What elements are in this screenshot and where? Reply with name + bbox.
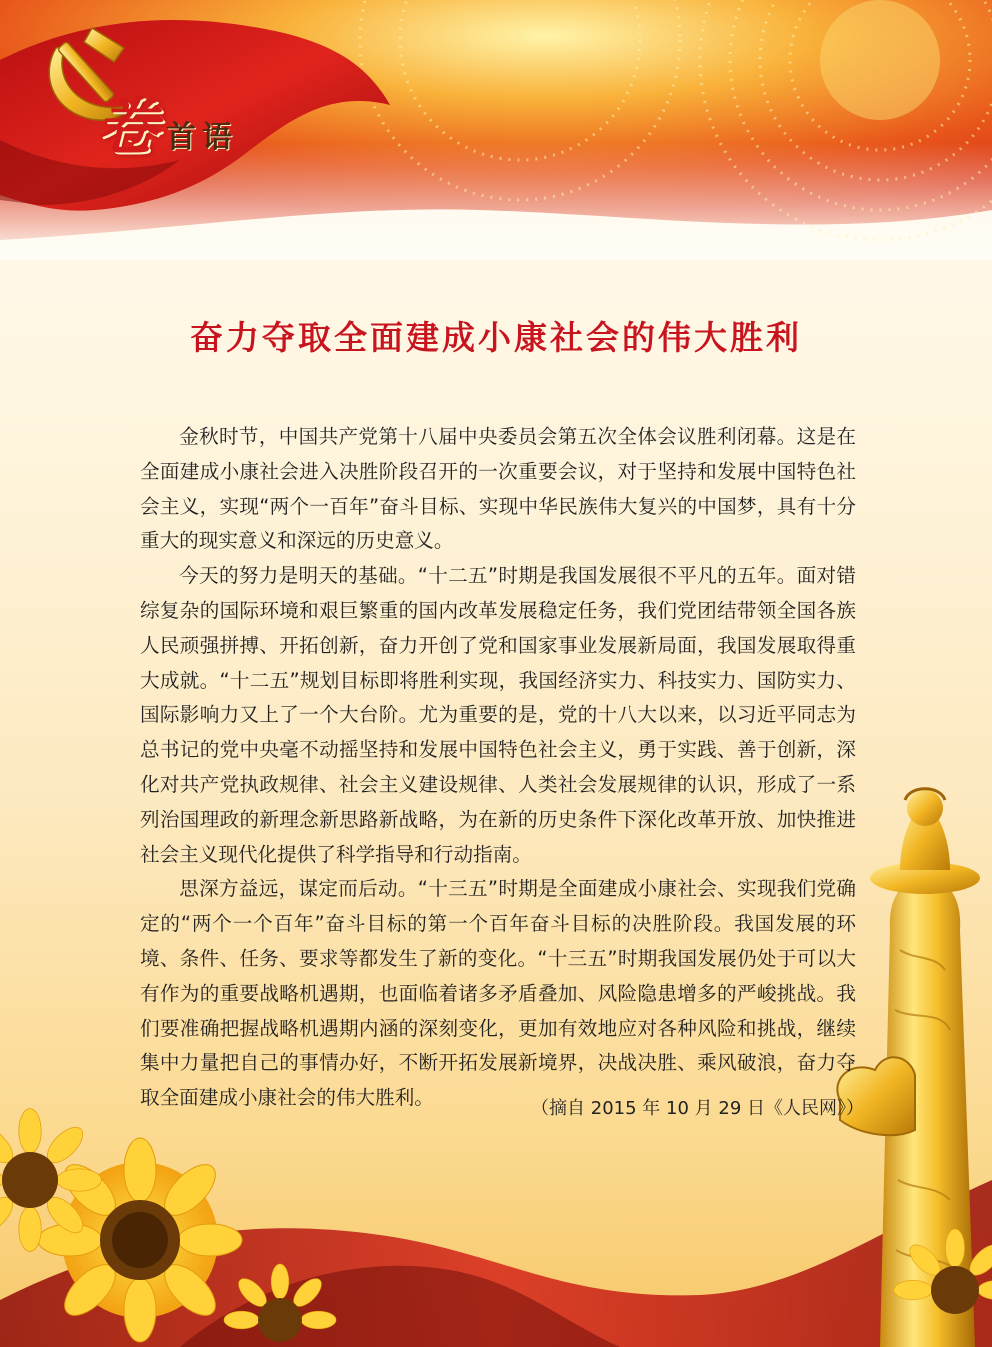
article-title: 奋力夺取全面建成小康社会的伟大胜利 bbox=[190, 318, 802, 357]
article-paragraph: 金秋时节，中国共产党第十八届中央委员会第五次全体会议胜利闭幕。这是在全面建成小康社会进入决胜阶段召开的一次重要会议，对于坚持和发展中国特色社会主义，实现“两个一百年”奋斗目标、实现中华民族伟大复兴的中国梦，具有十分重大的现实意义和深远的历史意义。 bbox=[140, 425, 856, 553]
article-source: （摘自 2015 年 10 月 29 日《人民网》） bbox=[531, 1098, 864, 1119]
article-paragraph: 思深方益远，谋定而后动。“十三五”时期是全面建成小康社会、实现我们党确定的“两个一个百年”奋斗目标的第一个百年奋斗目标的决胜阶段。我国发展的环境、条件、任务、要求等都发生了新的变化。“十三五”时期我国发展仍处于可以大有作为的重要战略机遇期，也面临着诸多矛盾叠加、风险隐患增多的严峻挑战。我们要准确把握战略机遇期内涵的深刻变化，更加有效地应对各种风险和挑战，继续集中力量把自己的事情办好，不断开拓发展新境界，决战决胜、乘风破浪，奋力夺取全面建成小康社会的伟大胜利。 bbox=[140, 877, 856, 1110]
article-paragraph: 今天的努力是明天的基础。“十二五”时期是我国发展很不平凡的五年。面对错综复杂的国际环境和艰巨繁重的国内改革发展稳定任务，我们党团结带领全国各族人民顽强拼搏、开拓创新，奋力开创了党和国家事业发展新局面，我国发展取得重大成就。“十二五”规划目标即将胜利实现，我国经济实力、科技实力、国防实力、国际影响力又上了一个大台阶。尤为重要的是，党的十八大以来，以习近平同志为总书记的党中央毫不动摇坚持和发展中国特色社会主义，勇于实践、善于创新，深化对共产党执政规律、社会主义建设规律、人类社会发展规律的认识，形成了一系列治国理政的新理念新思路新战略，为在新的历史条件下深化改革开放、加快推进社会主义现代化提供了科学指导和行动指南。 bbox=[140, 564, 856, 866]
article-body bbox=[140, 420, 856, 1116]
section-label-big: 卷 bbox=[96, 90, 159, 163]
section-label-small: 首语 bbox=[166, 120, 239, 155]
